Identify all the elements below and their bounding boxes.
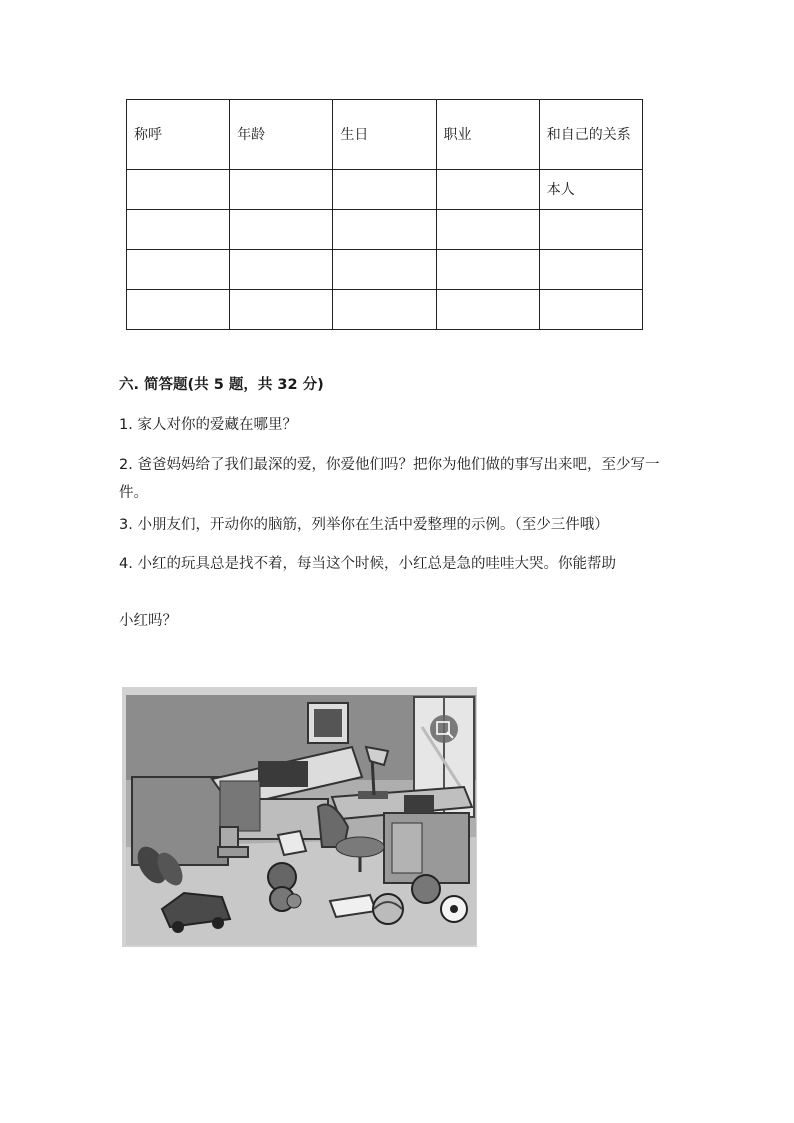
question-3: 3. 小朋友们，开动你的脑筋，列举你在生活中爱整理的示例。（至少三件哦） [119, 517, 609, 533]
table-header-row [127, 100, 643, 170]
basketball [412, 875, 440, 903]
header-cell-birthday: 生日 [333, 100, 436, 170]
question-1: 1. 家人对你的爱藏在哪里？ [119, 417, 297, 433]
table-cell[interactable] [539, 210, 642, 250]
table-cell[interactable] [436, 250, 539, 290]
table-cell[interactable] [230, 170, 333, 210]
header-cell-age: 年龄 [230, 100, 333, 170]
table-row [127, 210, 643, 250]
table-cell[interactable] [333, 170, 436, 210]
table-cell[interactable] [127, 290, 230, 330]
table-cell[interactable] [333, 250, 436, 290]
table-cell[interactable] [230, 210, 333, 250]
section-title: 六. 简答题(共 5 题，共 32 分) [119, 377, 324, 393]
table-cell[interactable] [333, 210, 436, 250]
table-cell[interactable] [436, 290, 539, 330]
header-cell-job: 职业 [436, 100, 539, 170]
soccer-ball [441, 896, 467, 922]
table-cell: 本人 [539, 170, 642, 210]
table-cell[interactable] [436, 210, 539, 250]
header-cell-title: 称呼 [127, 100, 230, 170]
beach-ball [373, 894, 403, 924]
zoom-icon[interactable] [430, 715, 458, 743]
table-row [127, 170, 643, 210]
messy-room-illustration [122, 687, 477, 947]
family-info-table [126, 99, 643, 330]
table-cell[interactable] [127, 210, 230, 250]
table-cell[interactable] [333, 290, 436, 330]
table-cell[interactable] [127, 170, 230, 210]
table-cell[interactable] [127, 250, 230, 290]
table-row [127, 250, 643, 290]
table-cell[interactable] [539, 290, 642, 330]
table-cell[interactable] [539, 250, 642, 290]
question-4: 4. 小红的玩具总是找不着，每当这个时候，小红总是急的哇哇大哭。你能帮助 [119, 556, 616, 572]
question-4-continued: 小红吗？ [119, 613, 177, 629]
table-row [127, 290, 643, 330]
question-2: 2. 爸爸妈妈给了我们最深的爱，你爱他们吗？把你为他们做的事写出来吧，至少写一件。 [119, 457, 660, 501]
table-cell[interactable] [230, 290, 333, 330]
table-cell[interactable] [436, 170, 539, 210]
header-cell-relation: 和自己的关系 [539, 100, 642, 170]
wall-picture [308, 703, 348, 743]
table-cell[interactable] [230, 250, 333, 290]
